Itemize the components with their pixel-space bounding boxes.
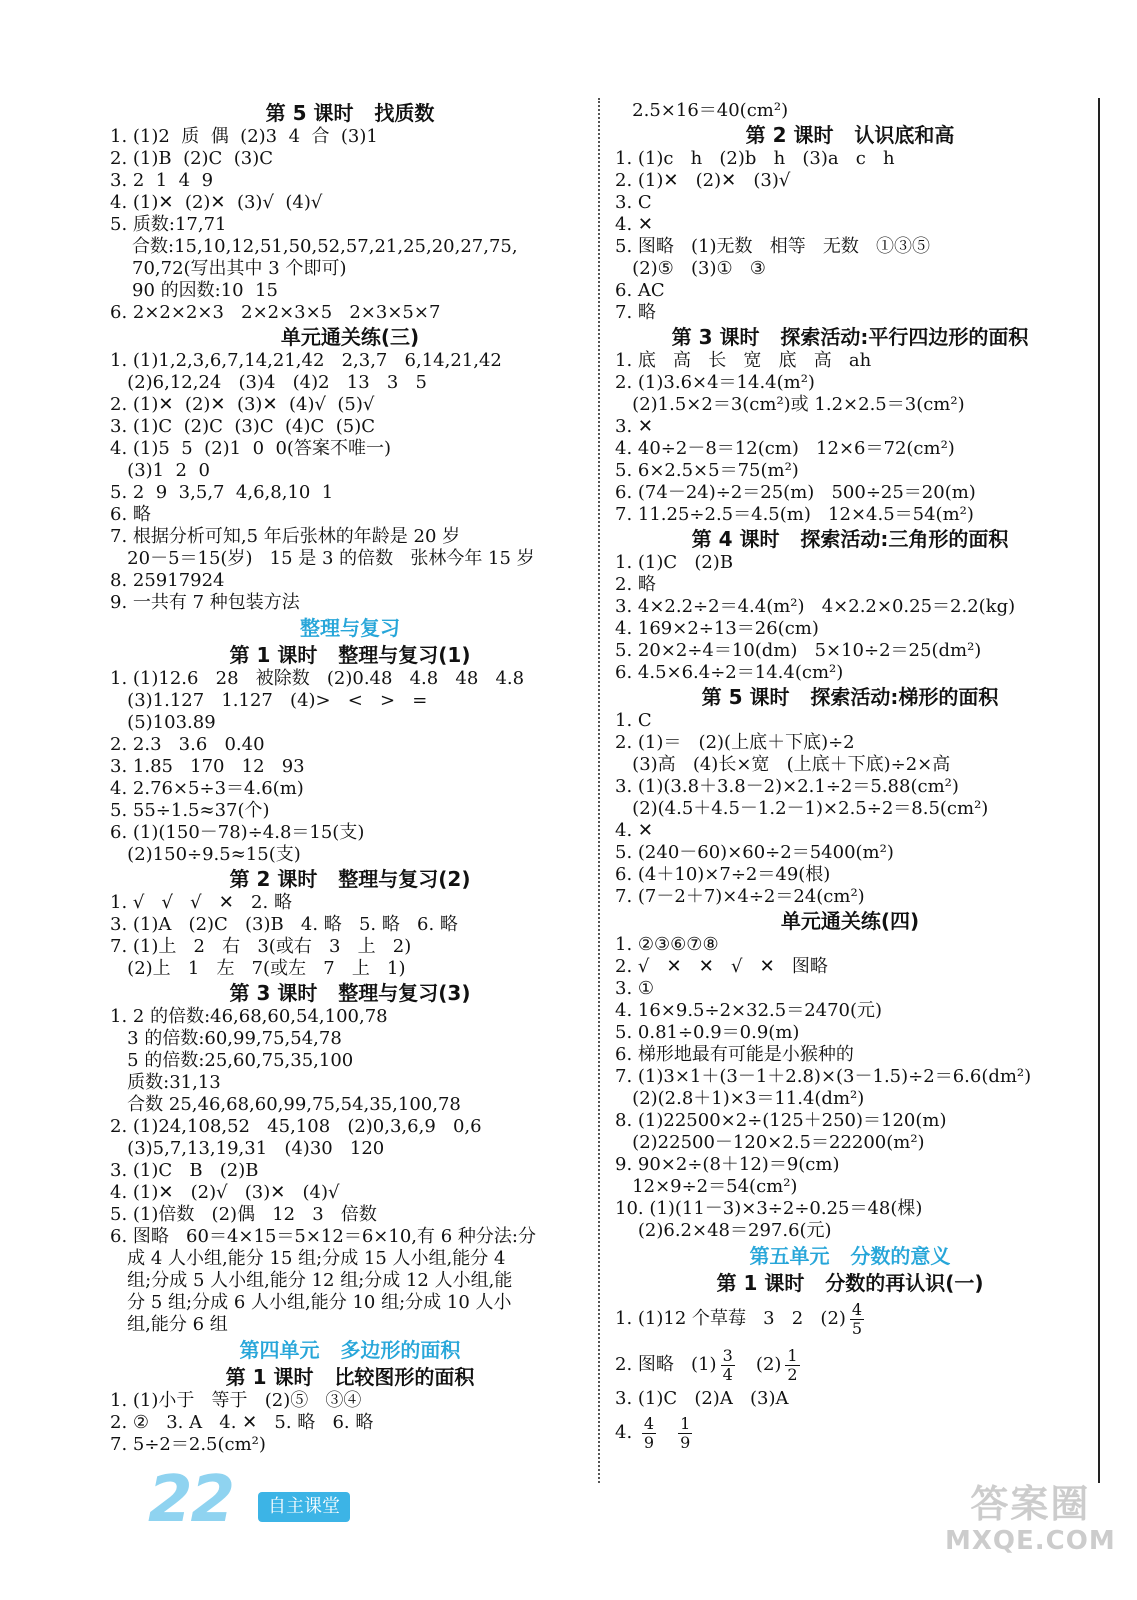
answer-block (110, 350, 590, 614)
answer-line-fraction (615, 1410, 1085, 1456)
answer-line: 8. (1)22500×2÷(125＋250)＝120(m) (615, 1110, 947, 1131)
fraction (785, 1347, 799, 1384)
answer-line: 分 5 组;分成 6 人小组,能分 10 组;分成 10 人小 (110, 1292, 512, 1313)
answer-block (615, 552, 1085, 684)
answer-line: 2.5×16＝40(cm²) (615, 100, 789, 121)
answer-line: 3. C (615, 192, 652, 213)
answer-line: (3)1.127 1.127 (4)> < > = (110, 690, 428, 711)
answer-line: 1. (1)小于 等于 (2)⑤ ③④ (110, 1390, 362, 1411)
page-number: 22 (148, 1463, 234, 1537)
fraction-denominator: 2 (787, 1364, 798, 1384)
answer-line: 1. 2 的倍数:46,68,60,54,100,78 (110, 1006, 388, 1027)
lesson-title: 第 1 课时 分数的再认识(一) (716, 1271, 984, 1295)
answer-line: 4. (1)✕ (2)√ (3)✕ (4)√ (110, 1182, 340, 1203)
answer-line: 1. (1)C (2)B (615, 552, 734, 573)
answer-line: 3. ✕ (615, 416, 653, 437)
fraction-denominator: 4 (722, 1364, 733, 1384)
answer-line: 90 的因数:10 15 (132, 280, 278, 301)
fraction (721, 1347, 735, 1384)
answer-line: 4. 40÷2－8＝12(cm) 12×6＝72(cm²) (615, 438, 955, 459)
fraction-numerator: 4 (851, 1299, 863, 1319)
lesson-title: 第 3 课时 探索活动:平行四边形的面积 (671, 325, 1029, 349)
answer-line: 2. (1)24,108,52 45,108 (2)0,3,6,9 0,6 (110, 1116, 482, 1137)
answer-line: 2. 略 (615, 574, 656, 595)
answer-line: 成 4 人小组,能分 15 组;分成 15 人小组,能分 4 (110, 1248, 506, 1269)
answer-line: 5. (1)倍数 (2)偶 12 3 倍数 (110, 1204, 377, 1225)
answer-text: (2) (738, 1354, 782, 1375)
answer-block-indented (110, 236, 590, 302)
answer-line: 5. 55÷1.5≈37(个) (110, 800, 270, 821)
fraction-numerator: 4 (643, 1413, 655, 1433)
answer-line: 3. ① (615, 978, 655, 999)
lesson-title: 第 3 课时 整理与复习(3) (229, 981, 471, 1005)
answer-line: 7. (1)上 2 右 3(或右 3 上 2) (110, 936, 412, 957)
answer-block (615, 710, 1085, 908)
answer-line: 70,72(写出其中 3 个即可) (132, 258, 347, 279)
answer-line: 5. 图略 (1)无数 相等 无数 ①③⑤ (615, 236, 931, 257)
fraction-denominator: 5 (851, 1318, 863, 1338)
answer-block (110, 892, 590, 980)
answer-line: 合数:15,10,12,51,50,52,57,21,25,20,27,75, (132, 236, 518, 257)
section-heading: 第五单元 分数的意义 (749, 1244, 951, 1268)
answer-line: 6. 2×2×2×3 2×2×3×5 2×3×5×7 (110, 302, 441, 323)
answer-line: 6. AC (615, 280, 665, 301)
fraction-denominator: 9 (680, 1432, 691, 1452)
watermark-url: MXQE.COM (945, 1526, 1116, 1556)
answer-line: 6. 4.5×6.4÷2＝14.4(cm²) (615, 662, 844, 683)
answer-line: 4. (1)5 5 (2)1 0 0(答案不唯一) (110, 438, 391, 459)
answer-block (110, 126, 590, 236)
lesson-title: 单元通关练(四) (780, 909, 920, 933)
answer-line: 5. 质数:17,71 (110, 214, 227, 235)
lesson-title: 第 2 课时 认识底和高 (745, 123, 955, 147)
lesson-title: 单元通关练(三) (280, 325, 420, 349)
answer-line: (2)上 1 左 7(或左 7 上 1) (110, 958, 406, 979)
answer-line: 4. ✕ (615, 214, 653, 235)
answer-line: 8. 25917924 (110, 570, 225, 591)
answer-block (110, 668, 590, 866)
answer-line: 3. (1)C (2)A (3)A (615, 1388, 789, 1409)
lesson-title: 第 1 课时 比较图形的面积 (225, 1365, 475, 1389)
right-edge-bar (1098, 98, 1100, 1483)
lesson-title: 第 1 课时 整理与复习(1) (229, 643, 471, 667)
answer-line: 20－5＝15(岁) 15 是 3 的倍数 张林今年 15 岁 (110, 548, 535, 569)
answer-line: (2)6,12,24 (3)4 (4)2 13 3 5 (110, 372, 427, 393)
answer-line: 3 的倍数:60,99,75,54,78 (110, 1028, 342, 1049)
answer-line: 1. (1)c h (2)b h (3)a c h (615, 148, 895, 169)
answer-line: 6. 图略 60＝4×15＝5×12＝6×10,有 6 种分法:分 (110, 1226, 536, 1247)
answer-line-fraction (615, 1296, 1085, 1342)
answer-line: 5. 2 9 3,5,7 4,6,8,10 1 (110, 482, 334, 503)
answer-line: 7. (1)3×1＋(3－1＋2.8)×(3－1.5)÷2＝6.6(dm²) (615, 1066, 1032, 1087)
lesson-title: 第 2 课时 整理与复习(2) (229, 867, 471, 891)
answer-line: (2)22500－120×2.5＝22200(m²) (615, 1132, 925, 1153)
watermark-logo (945, 1482, 1116, 1556)
answer-block (110, 302, 590, 324)
answer-text: 4. (615, 1422, 638, 1443)
answer-line: 4. 2.76×5÷3＝4.6(m) (110, 778, 304, 799)
answer-line: 组,能分 6 组 (110, 1314, 228, 1335)
left-column (110, 100, 590, 1456)
column-divider (598, 98, 600, 1483)
answer-line: 5. 20×2÷4＝10(dm) 5×10÷2＝25(dm²) (615, 640, 982, 661)
answer-line: 6. (4＋10)×7÷2＝49(根) (615, 864, 831, 885)
answer-line: 2. (1)✕ (2)✕ (3)√ (615, 170, 791, 191)
answer-line: 5 的倍数:25,60,75,35,100 (110, 1050, 354, 1071)
answer-line: 6. (74－24)÷2＝25(m) 500÷25＝20(m) (615, 482, 976, 503)
answer-line: 3. 1.85 170 12 93 (110, 756, 305, 777)
answer-line: (3)1 2 0 (110, 460, 210, 481)
answer-line: 2. (1)3.6×4＝14.4(m²) (615, 372, 815, 393)
answer-line: 4. 16×9.5÷2×32.5＝2470(元) (615, 1000, 883, 1021)
answer-line: 5. (240－60)×60÷2＝5400(m²) (615, 842, 894, 863)
answer-line: 1. C (615, 710, 652, 731)
answer-line: (2)(2.8＋1)×3＝11.4(dm²) (615, 1088, 865, 1109)
answer-line: 1. 底 高 长 宽 底 高 ah (615, 350, 872, 371)
answer-line: 4. (1)✕ (2)✕ (3)√ (4)√ (110, 192, 323, 213)
answer-line: 2. √ ✕ ✕ √ ✕ 图略 (615, 956, 828, 977)
answer-block (615, 350, 1085, 526)
answer-line: 1. (1)1,2,3,6,7,14,21,42 2,3,7 6,14,21,42 (110, 350, 502, 371)
answer-line: 5. 6×2.5×5＝75(m²) (615, 460, 799, 481)
answer-line: 1. (1)2 质 偶 (2)3 4 合 (3)1 (110, 126, 378, 147)
answer-text: 2. 图略 (1) (615, 1354, 717, 1375)
lesson-title: 第 5 课时 探索活动:梯形的面积 (701, 685, 999, 709)
answer-line: 9. 一共有 7 种包装方法 (110, 592, 300, 613)
answer-line: 12×9÷2＝54(cm²) (615, 1176, 798, 1197)
answer-line: 2. (1)B (2)C (3)C (110, 148, 274, 169)
answer-line: 2. (1)✕ (2)✕ (3)✕ (4)√ (5)√ (110, 394, 375, 415)
lesson-title: 第 4 课时 探索活动:三角形的面积 (691, 527, 1009, 551)
answer-line: 7. 5÷2＝2.5(cm²) (110, 1434, 266, 1455)
right-column (615, 100, 1085, 1456)
answer-block (110, 1390, 590, 1456)
answer-line: (5)103.89 (110, 712, 216, 733)
answer-line: 3. (1)C (2)C (3)C (4)C (5)C (110, 416, 376, 437)
fraction (642, 1415, 656, 1452)
section-heading: 整理与复习 (300, 616, 400, 640)
fraction-numerator: 1 (787, 1345, 798, 1365)
answer-line: 6. 略 (110, 504, 151, 525)
answer-line: 3. (1)(3.8＋3.8－2)×2.1÷2＝5.88(cm²) (615, 776, 959, 797)
answer-line: 7. (7－2＋7)×4÷2＝24(cm²) (615, 886, 865, 907)
answer-line: 1. √ √ √ ✕ 2. 略 (110, 892, 292, 913)
fraction (850, 1301, 864, 1338)
fraction (678, 1415, 692, 1452)
answer-text: 1. (1)12 个草莓 3 2 (2) (615, 1308, 846, 1329)
answer-line: (2)(4.5＋4.5－1.2－1)×2.5÷2＝8.5(cm²) (615, 798, 989, 819)
answer-line: 3. (1)A (2)C (3)B 4. 略 5. 略 6. 略 (110, 914, 458, 935)
answer-line: (2)1.5×2＝3(cm²)或 1.2×2.5＝3(cm²) (615, 394, 965, 415)
fraction-numerator: 3 (722, 1345, 733, 1365)
fraction-numerator: 1 (680, 1413, 691, 1433)
answer-line: 3. (1)C B (2)B (110, 1160, 259, 1181)
answer-line: 合数 25,46,68,60,99,75,54,35,100,78 (110, 1094, 461, 1115)
answer-block (615, 934, 1085, 1242)
answer-line: (3)高 (4)长×宽 (上底＋下底)÷2×高 (615, 754, 951, 775)
watermark-text: 答案圈 (970, 1482, 1091, 1526)
answer-line: 5. 0.81÷0.9＝0.9(m) (615, 1022, 800, 1043)
answer-line: (2)150÷9.5≈15(支) (110, 844, 301, 865)
answer-line: (2)⑤ (3)① ③ (615, 258, 766, 279)
answer-line: 7. 11.25÷2.5＝4.5(m) 12×4.5＝54(m²) (615, 504, 974, 525)
answer-line: 1. (1)12.6 28 被除数 (2)0.48 4.8 48 4.8 (110, 668, 525, 689)
answer-line: 3. 2 1 4 9 (110, 170, 214, 191)
answer-line: 9. 90×2÷(8＋12)＝9(cm) (615, 1154, 840, 1175)
answer-line: 质数:31,13 (110, 1072, 221, 1093)
answer-line: 3. 4×2.2÷2＝4.4(m²) 4×2.2×0.25＝2.2(kg) (615, 596, 1016, 617)
lesson-title: 第 5 课时 找质数 (265, 101, 435, 125)
section-heading: 第四单元 多边形的面积 (239, 1338, 461, 1362)
answer-line: 2. ② 3. A 4. ✕ 5. 略 6. 略 (110, 1412, 374, 1433)
answer-line: (2)6.2×48＝297.6(元) (615, 1220, 832, 1241)
answer-line: 4. 169×2÷13＝26(cm) (615, 618, 819, 639)
answer-line: 6. 梯形地最有可能是小猴种的 (615, 1044, 854, 1065)
answer-block (110, 1006, 590, 1336)
answer-line: 7. 根据分析可知,5 年后张林的年龄是 20 岁 (110, 526, 461, 547)
answer-block (615, 148, 1085, 324)
fraction-denominator: 9 (643, 1432, 655, 1452)
answer-line: 6. (1)(150－78)÷4.8＝15(支) (110, 822, 365, 843)
answer-line: 7. 略 (615, 302, 656, 323)
answer-line: (3)5,7,13,19,31 (4)30 120 (110, 1138, 385, 1159)
answer-line: 4. ✕ (615, 820, 653, 841)
answer-line-fraction (615, 1342, 1085, 1388)
answer-line: 10. (1)(11－3)×3÷2÷0.25＝48(棵) (615, 1198, 923, 1219)
answer-line: 2. (1)＝ (2)(上底＋下底)÷2 (615, 732, 855, 753)
answer-line: 1. ②③⑥⑦⑧ (615, 934, 719, 955)
series-tag: 自主课堂 (258, 1492, 350, 1522)
answer-line: 2. 2.3 3.6 0.40 (110, 734, 265, 755)
answer-line: 组;分成 5 人小组,能分 12 组;分成 12 人小组,能 (110, 1270, 513, 1291)
